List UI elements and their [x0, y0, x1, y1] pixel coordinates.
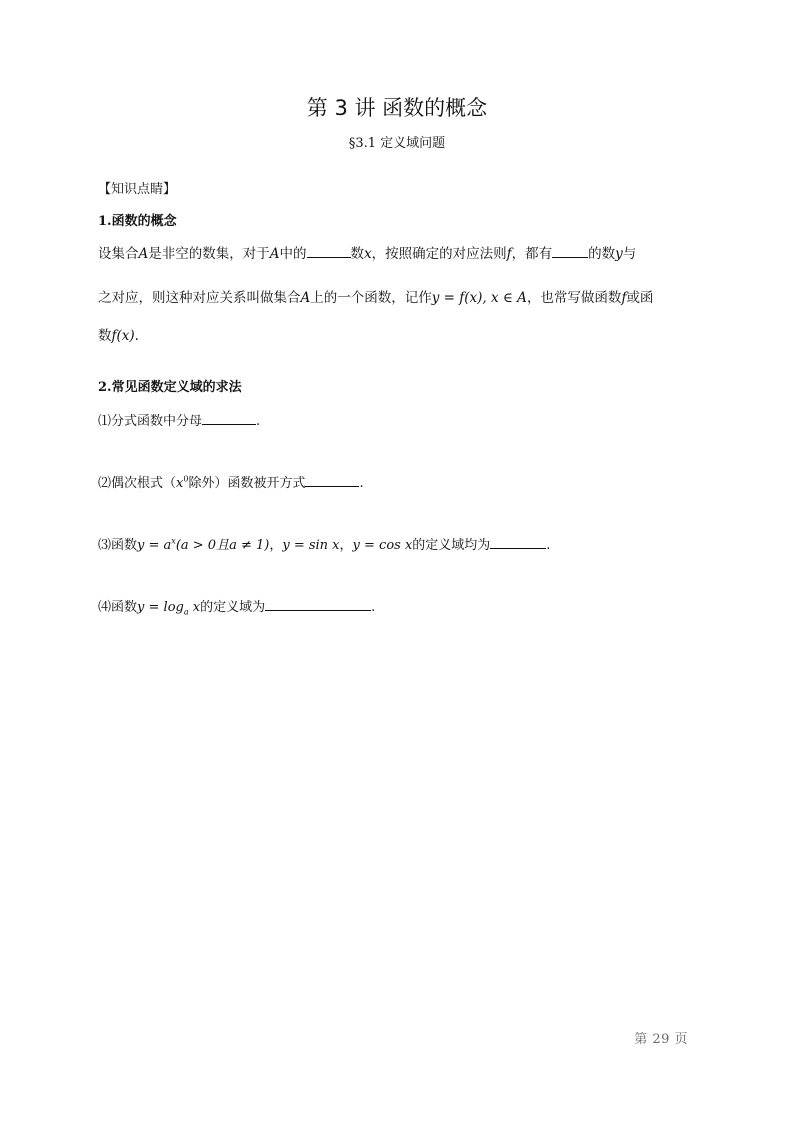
- paragraph-line-3: [98, 324, 139, 344]
- text: .: [546, 538, 551, 553]
- fill-blank[interactable]: [552, 245, 588, 258]
- heading-domain-methods: 2.常见函数定义域的求法: [98, 380, 242, 395]
- text: ，也常写做函数: [526, 290, 622, 306]
- text: .: [359, 476, 364, 491]
- text: .: [134, 328, 139, 344]
- text: 函数: [111, 600, 138, 615]
- item-number: ⑵: [98, 476, 112, 491]
- text: 偶次根式（: [111, 476, 177, 491]
- question-2: [98, 472, 364, 491]
- math-expression: y = cos x: [352, 538, 413, 553]
- text: 除外）函数被开方式: [188, 476, 306, 491]
- text: 的定义域为: [200, 600, 266, 615]
- page-number: 第 29 页: [634, 1032, 688, 1047]
- text: 或函: [626, 290, 654, 306]
- text: 设集合: [98, 246, 139, 262]
- math-expression: y = sin x: [282, 538, 340, 553]
- fill-blank[interactable]: [490, 536, 546, 549]
- text: 的数: [588, 246, 616, 262]
- fill-blank[interactable]: [307, 245, 351, 258]
- text: ，按照确定的对应法则: [371, 246, 507, 262]
- math-expression: y = a: [137, 538, 172, 553]
- item-number: ⑶: [98, 538, 112, 553]
- math-x: x: [364, 246, 372, 262]
- text: ，都有: [511, 246, 553, 262]
- section-subtitle: §3.1 定义域问题: [348, 136, 446, 151]
- text: 数: [350, 246, 364, 262]
- math-exponent: x: [171, 536, 176, 546]
- math-y: y: [615, 246, 623, 262]
- paragraph-line-2: [98, 286, 653, 306]
- math-expression: y = log: [137, 600, 184, 615]
- math-A: A: [138, 246, 149, 262]
- question-4: [98, 596, 375, 617]
- item-number: ⑷: [98, 600, 112, 615]
- text: 是非空的数集，对于: [148, 246, 270, 262]
- text: .: [256, 414, 261, 429]
- text: 与: [622, 246, 637, 262]
- fill-blank[interactable]: [265, 598, 371, 611]
- math-subscript: a: [183, 607, 189, 617]
- text: 函数: [111, 538, 138, 553]
- text: .: [371, 600, 376, 615]
- question-1: [98, 410, 260, 429]
- text: 之对应，则这种对应关系叫做集合: [98, 290, 301, 306]
- heading-function-concept: 1.函数的概念: [98, 214, 177, 229]
- math-f: f: [621, 290, 627, 306]
- text: ，: [269, 538, 283, 553]
- math-A: A: [300, 290, 311, 306]
- math-exponent: 0: [183, 474, 189, 484]
- math-function-notation: y = f(x), x ∈ A: [431, 290, 527, 306]
- fill-blank[interactable]: [202, 412, 256, 425]
- math-f: f: [506, 246, 512, 262]
- text: 分式函数中分母: [111, 414, 203, 429]
- text: 中的: [279, 246, 307, 262]
- math-condition: (a > 0且a ≠ 1): [175, 538, 270, 553]
- text: 的定义域均为: [412, 538, 491, 553]
- text: ，: [339, 538, 353, 553]
- text: 数: [98, 328, 112, 344]
- math-A: A: [269, 246, 280, 262]
- item-number: ⑴: [98, 414, 112, 429]
- paragraph-line-1: [98, 242, 636, 262]
- fill-blank[interactable]: [305, 474, 359, 487]
- text: 上的一个函数，记作: [310, 290, 432, 306]
- math-expression: x: [188, 600, 201, 615]
- math-x: x: [176, 476, 184, 491]
- section-label: 【知识点睛】: [98, 182, 177, 197]
- page-title: 第 3 讲 函数的概念: [306, 96, 488, 120]
- question-3: [98, 534, 550, 553]
- math-fx: f(x): [111, 328, 135, 344]
